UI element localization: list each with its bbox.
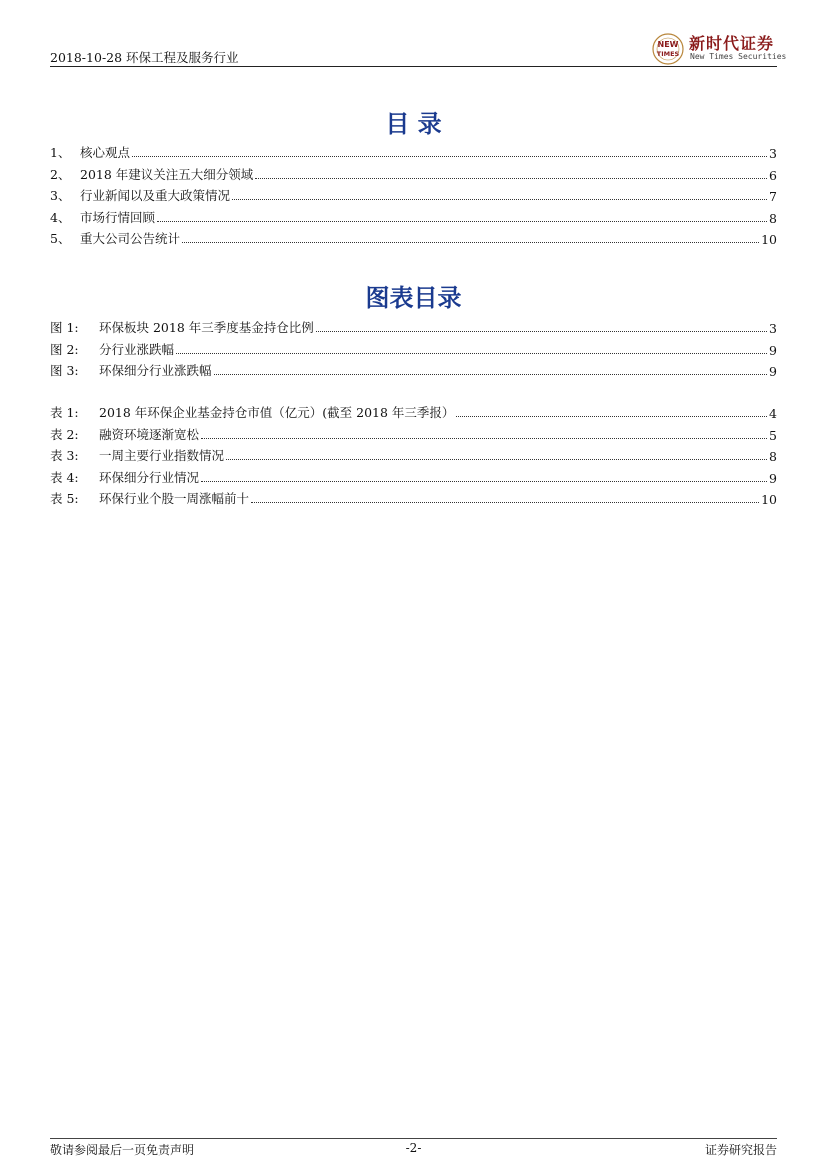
dot-leader — [226, 458, 767, 460]
toc-entry-page-number: 8 — [769, 210, 777, 226]
dot-leader — [456, 415, 767, 417]
table-entry[interactable] — [50, 421, 777, 442]
dot-leader — [255, 177, 767, 179]
toc-entry-page-number: 6 — [769, 167, 777, 183]
toc-entry-page-number: 10 — [761, 231, 777, 247]
table-entry-number: 表 5: — [50, 490, 79, 506]
dot-leader — [251, 501, 759, 503]
toc-entry-number: 1、 — [50, 145, 71, 161]
header-divider — [50, 66, 777, 67]
dot-leader — [316, 330, 767, 332]
table-entry[interactable] — [50, 443, 777, 464]
table-entry-page-number: 4 — [769, 406, 777, 422]
header-date-industry: 2018-10-28 环保工程及服务行业 — [50, 50, 239, 65]
toc-entry-number: 4、 — [50, 209, 71, 225]
toc-entry[interactable] — [50, 226, 777, 247]
table-list — [50, 400, 777, 507]
dot-leader — [157, 220, 767, 222]
figure-entry-page-number: 9 — [769, 342, 777, 358]
figure-toc-title: 图表目录 — [365, 283, 462, 312]
table-entry-title: 一周主要行业指数情况 — [99, 448, 225, 464]
toc-entry[interactable] — [50, 140, 777, 161]
figure-entry-number: 图 1: — [50, 320, 79, 336]
figure-entry-number: 图 3: — [50, 363, 79, 379]
logo-chinese-name: 新时代证券 — [689, 34, 775, 53]
toc-entry[interactable] — [50, 161, 777, 182]
figure-entry-title: 分行业涨跌幅 — [99, 341, 175, 357]
figure-entry-title: 环保板块 2018 年三季度基金持仓比例 — [99, 320, 314, 336]
table-entry-title: 2018 年环保企业基金持仓市值（亿元）(截至 2018 年三季报） — [99, 405, 455, 421]
toc-list — [50, 140, 777, 247]
toc-entry-number: 3、 — [50, 188, 71, 204]
figure-entry-number: 图 2: — [50, 341, 79, 357]
page-header — [50, 30, 787, 66]
dot-leader — [201, 480, 767, 482]
dot-leader — [232, 198, 767, 200]
page-footer — [50, 1141, 777, 1159]
table-entry-title: 环保细分行业情况 — [99, 469, 200, 485]
table-entry-page-number: 10 — [761, 491, 777, 507]
table-entry-number: 表 1: — [50, 405, 79, 421]
table-entry-number: 表 4: — [50, 469, 79, 485]
toc-entry-page-number: 7 — [769, 189, 777, 205]
toc-entry[interactable] — [50, 183, 777, 204]
table-entry-title: 融资环境逐渐宽松 — [99, 426, 200, 442]
logo-emblem-icon — [649, 32, 687, 66]
dot-leader — [214, 373, 768, 375]
table-entry-title: 环保行业个股一周涨幅前十 — [99, 490, 250, 506]
toc-entry-number: 5、 — [50, 230, 71, 246]
table-entry[interactable] — [50, 486, 777, 507]
figure-entry[interactable] — [50, 336, 777, 357]
toc-entry-title: 2018 年建议关注五大细分领域 — [80, 166, 254, 182]
logo-english-name: New Times Securities — [690, 52, 787, 61]
dot-leader — [176, 352, 767, 354]
dot-leader — [132, 155, 767, 157]
table-entry-page-number: 5 — [769, 427, 777, 443]
svg-text:TIMES: TIMES — [656, 50, 680, 58]
page-number: -2- — [405, 1141, 422, 1155]
table-entry-number: 表 3: — [50, 448, 79, 464]
figure-list — [50, 315, 777, 379]
svg-text:NEW: NEW — [657, 40, 679, 49]
disclaimer-note: 敬请参阅最后一页免责声明 — [50, 1143, 195, 1157]
toc-entry[interactable] — [50, 204, 777, 225]
figure-entry-title: 环保细分行业涨跌幅 — [99, 363, 212, 379]
figure-entry-page-number: 3 — [769, 321, 777, 337]
table-entry-page-number: 9 — [769, 470, 777, 486]
figure-entry[interactable] — [50, 358, 777, 379]
toc-entry-title: 行业新闻以及重大政策情况 — [80, 188, 231, 204]
report-type: 证券研究报告 — [704, 1143, 777, 1157]
toc-entry-title: 市场行情回顾 — [80, 209, 156, 225]
table-entry[interactable] — [50, 400, 777, 421]
toc-entry-number: 2、 — [50, 166, 71, 182]
figure-entry-page-number: 9 — [769, 364, 777, 380]
toc-title: 目 录 — [385, 109, 442, 138]
table-entry-page-number: 8 — [769, 449, 777, 465]
dot-leader — [182, 241, 759, 243]
toc-entry-title: 重大公司公告统计 — [80, 230, 181, 246]
table-entry-number: 表 2: — [50, 426, 79, 442]
dot-leader — [201, 437, 767, 439]
figure-entry[interactable] — [50, 315, 777, 336]
company-logo — [649, 30, 787, 66]
toc-entry-title: 核心观点 — [80, 145, 131, 161]
table-entry[interactable] — [50, 464, 777, 485]
footer-divider — [50, 1138, 777, 1139]
toc-entry-page-number: 3 — [769, 146, 777, 162]
